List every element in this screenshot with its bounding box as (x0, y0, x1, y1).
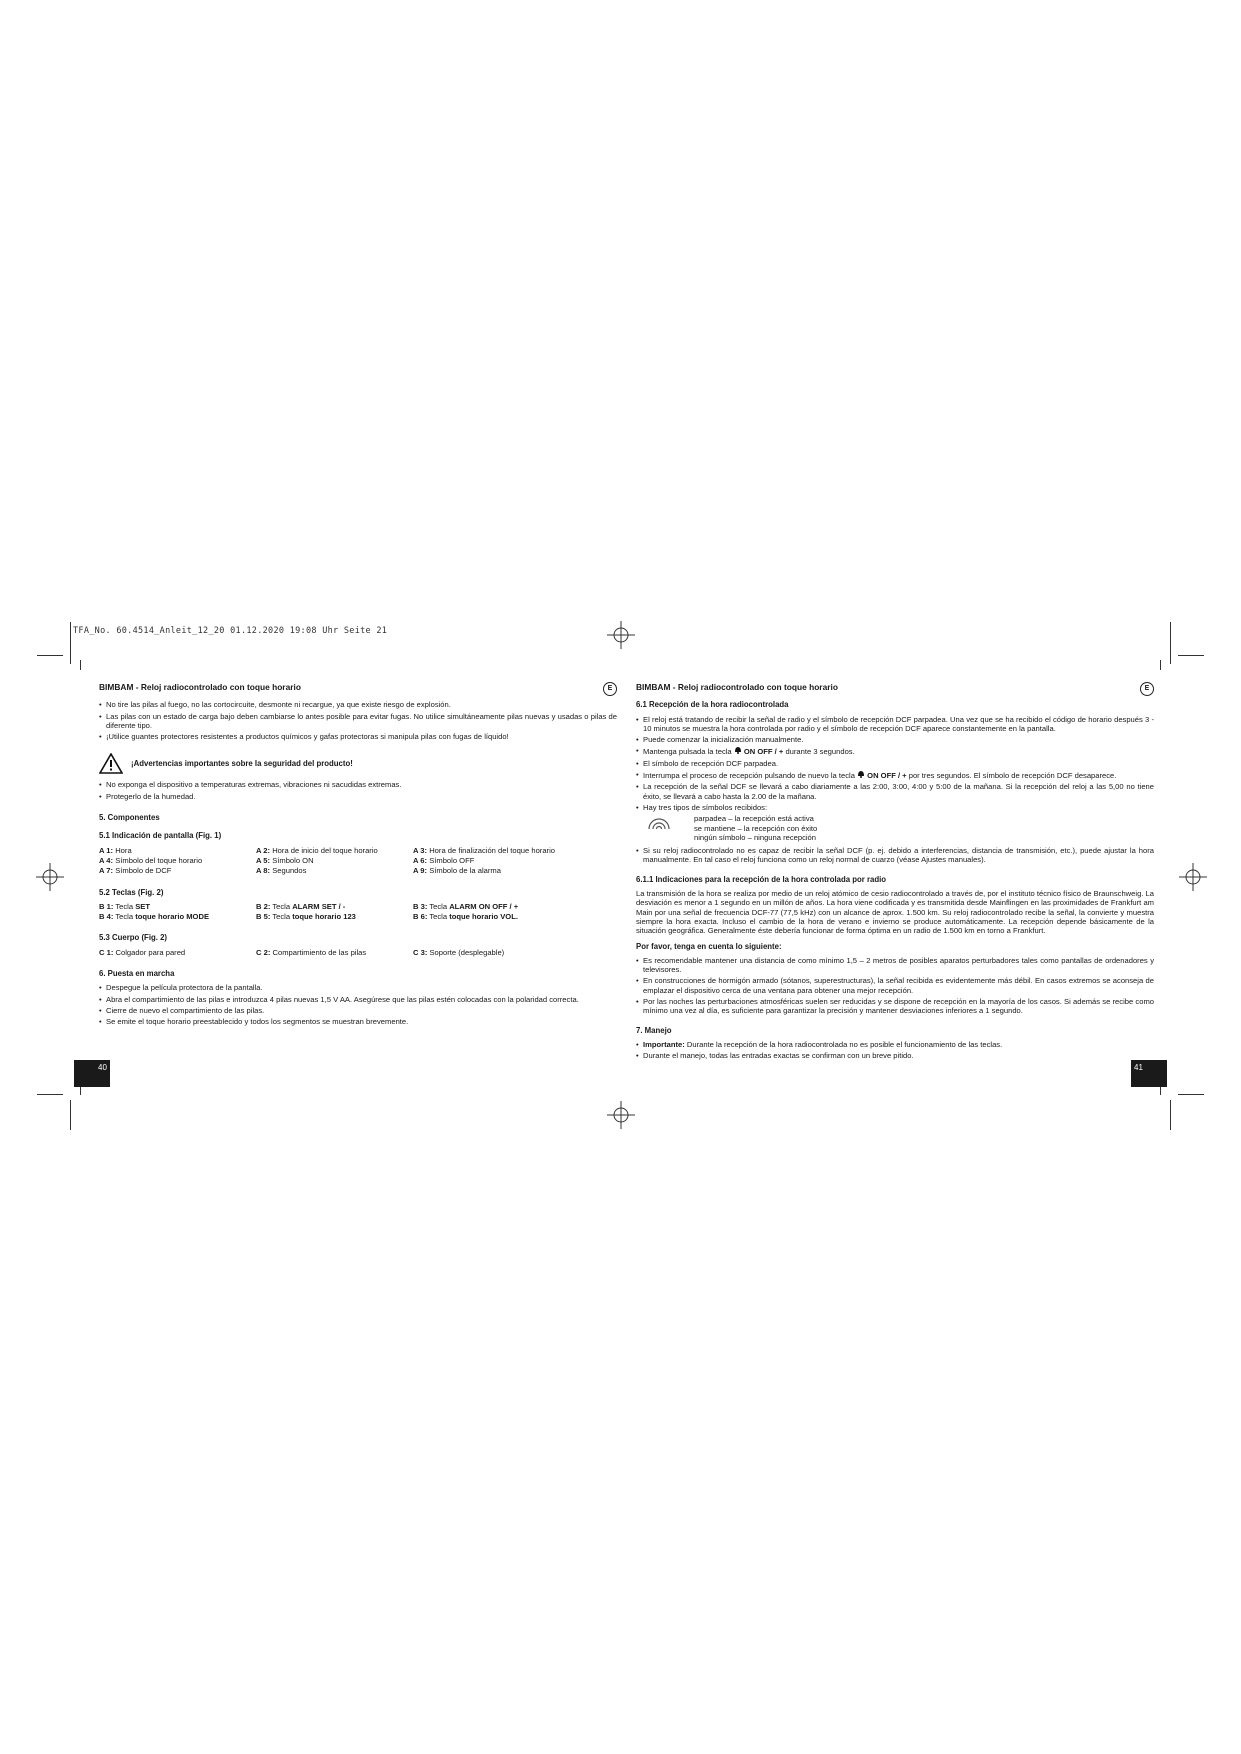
key-item: B 6: Tecla toque horario VOL. (413, 912, 518, 922)
list-item: • Importante: Durante la recepción de la hora radiocontrolada no es posible el funcionamiento de las teclas. (636, 1039, 1003, 1049)
page-header (636, 683, 1154, 692)
section-title: 5.1 Indicación de pantalla (Fig. 1) (99, 831, 222, 841)
symbol-state: se mantiene – la recepción con éxito (694, 823, 818, 833)
list-item: • Cierre de nuevo el compartimiento de las pilas. (99, 1005, 265, 1015)
display-item: A 8: Segundos (256, 866, 307, 876)
page-number-badge (74, 1060, 110, 1087)
list-item: • El reloj está tratando de recibir la señal de radio y el símbolo de recepción DCF parpadea. Una vez que se ha recibido el código de horario después 3 - 10 minutos se muestra la hora controlada por radio y el símbolo de recepción DCF aparece constantemente en la pantalla. (636, 714, 1154, 733)
key-item: B 5: Tecla toque horario 123 (256, 912, 356, 922)
crop-mark (1160, 660, 1161, 670)
paragraph: La transmisión de la hora se realiza por medio de un reloj atómico de cesio radiocontrolado a través de, por el instituto técnico físico de Braunschweig. La desviación es menor a 1 segundo en un millón de años. La hora viene codificada y es transmitida desde Mainflingen en las proximidades de Frankfurt am Main por una señal de frecuencia DCF-77 (77,5 kHz) con un alcance de aprox. 1.500 km. Su reloj radiocontrolado recibe la señal, la convierte y muestra siempre la hora exacta. Incluso el cambio de la hora de verano e invierno se produce automáticamente. La recepción depende básicamente de la situación geográfica. Generalmente éste debería funcionar de forma óptima en un radio de 1.500 km en torno a Frankfurt. (636, 889, 1154, 936)
display-item: A 9: Símbolo de la alarma (413, 866, 501, 876)
language-mark: E (603, 682, 617, 696)
list-item: • Protegerlo de la humedad. (99, 791, 196, 801)
key-item: B 4: Tecla toque horario MODE (99, 912, 210, 922)
list-item: • Se emite el toque horario preestablecido y todos los segmentos se muestran brevemente. (99, 1017, 409, 1027)
registration-mark-icon (1179, 863, 1207, 891)
list-item: • Durante el manejo, todas las entradas exactas se confirman con un breve pitido. (636, 1051, 914, 1061)
key-item: B 3: Tecla ALARM ON OFF / + (413, 901, 519, 911)
list-item: • Despegue la película protectora de la pantalla. (99, 983, 263, 993)
list-item: • Es recomendable mantener una distancia de como mínimo 1,5 – 2 metros de posibles aparatos perturbadores tales como pantallas de ordenadores y televisores. (636, 955, 1154, 975)
display-item: A 6: Símbolo OFF (413, 855, 475, 865)
registration-mark-icon (607, 621, 635, 649)
header-title: BIMBAM - Reloj radiocontrolado con toque horario (636, 682, 838, 692)
warning-icon (99, 753, 123, 774)
list-item: • ¡Utilice guantes protectores resistentes a productos químicos y gafas protectoras si manipula pilas con fugas de líquido! (99, 732, 509, 742)
registration-mark-icon (607, 1101, 635, 1129)
page-left (99, 683, 617, 1029)
warning-title: ¡Advertencias importantes sobre la seguridad del producto! (131, 759, 353, 769)
list-item: • Las pilas con un estado de carga bajo deben cambiarse lo antes posible para evitar fugas. No utilice simultáneamente pilas nuevas y usadas o pilas de diferente tipo. (99, 711, 617, 730)
key-item: B 1: Tecla SET (99, 901, 150, 911)
language-mark: E (1140, 682, 1154, 696)
dcf-signal-icon (646, 818, 672, 830)
body-item: C 3: Soporte (desplegable) (413, 947, 505, 957)
keys-table (99, 902, 617, 922)
crop-mark (1170, 622, 1171, 664)
print-slug: TFA_No. 60.4514_Anleit_12_20 01.12.2020 19:08 Uhr Seite 21 (73, 626, 388, 636)
section-title: 7. Manejo (636, 1025, 672, 1035)
crop-mark (70, 1100, 71, 1130)
symbol-state: ningún símbolo – ninguna recepción (694, 832, 817, 842)
key-item: B 2: Tecla ALARM SET / - (256, 901, 346, 911)
body-item: C 1: Colgador para pared (99, 947, 186, 957)
display-item: A 5: Símbolo ON (256, 855, 314, 865)
body-items-table (99, 948, 617, 957)
display-item: A 1: Hora (99, 845, 132, 855)
crop-mark (1170, 1100, 1171, 1130)
crop-mark (70, 622, 71, 664)
display-item: A 3: Hora de finalización del toque horario (413, 845, 556, 855)
list-item: • Puede comenzar la inicialización manualmente. (636, 735, 804, 745)
list-item: • No exponga el dispositivo a temperaturas extremas, vibraciones ni sacudidas extremas. (99, 780, 402, 790)
list-item: • En construcciones de hormigón armado (sótanos, superestructuras), la señal recibida es evidentemente más débil. En casos extremos se aconseja de emplazar el dispositivo cerca de una ventana para obtener una mejor recepción. (636, 976, 1154, 995)
list-item: • Interrumpa el proceso de recepción pulsando de nuevo la tecla ON OFF / + por tres segundos. El símbolo de recepción DCF desaparece. (636, 770, 1117, 781)
crop-mark (1178, 1094, 1204, 1095)
list-item: • El símbolo de recepción DCF parpadea. (636, 758, 779, 768)
crop-mark (37, 1094, 63, 1095)
page-header (99, 683, 617, 692)
body-item: C 2: Compartimiento de las pilas (256, 947, 367, 957)
page-number: 41 (1134, 1063, 1143, 1072)
list-item: • Mantenga pulsada la tecla ON OFF / + durante 3 segundos. (636, 746, 855, 757)
list-item: • Si su reloj radiocontrolado no es capaz de recibir la señal DCF (p. ej. debido a interferencias, distancia de transmisión, etc.), puede ajustar la hora manualmente. En tal caso el reloj funciona como un reloj normal de cuarzo (véase Ajustes manuales). (636, 846, 1154, 865)
section-title: 6. Puesta en marcha (99, 969, 175, 979)
crop-mark (37, 655, 63, 656)
display-items-table (99, 846, 617, 876)
registration-mark-icon (36, 863, 64, 891)
list-item: • No tire las pilas al fuego, no las cortocircuite, desmonte ni recargue, ya que existe riesgo de explosión. (99, 700, 451, 710)
page-number-badge (1131, 1060, 1167, 1087)
section-title: Por favor, tenga en cuenta lo siguiente: (636, 941, 782, 951)
display-item: A 2: Hora de inicio del toque horario (256, 845, 378, 855)
crop-mark (80, 660, 81, 670)
list-item: • Abra el compartimiento de las pilas e introduzca 4 pilas nuevas 1,5 V AA. Asegúrese que las pilas estén colocadas con la polaridad correcta. (99, 994, 579, 1004)
page-right (636, 683, 1154, 1063)
section-title: 5.3 Cuerpo (Fig. 2) (99, 933, 168, 943)
section-title: 6.1.1 Indicaciones para la recepción de la hora controlada por radio (636, 874, 887, 884)
section-title: 5. Componentes (99, 813, 160, 823)
display-item: A 4: Símbolo del toque horario (99, 855, 203, 865)
section-title: 5.2 Teclas (Fig. 2) (99, 887, 164, 897)
crop-mark (1178, 655, 1204, 656)
list-item: • Por las noches las perturbaciones atmosféricas suelen ser reducidas y se dispone de recepción en la mayoría de los casos. Si además se recibe como mínimo una vez al día, es suficiente para garantizar la precisión y mantener desviaciones inferiores a 1 segundo. (636, 997, 1154, 1016)
reception-symbols (636, 814, 1154, 842)
list-item: • Hay tres tipos de símbolos recibidos: (636, 802, 768, 812)
list-item: • La recepción de la señal DCF se llevará a cabo diariamente a las 2:00, 3:00, 4:00 y 5:00 de la mañana. Si la recepción del reloj a las 5,00 no tiene éxito, se llevará a cabo hasta la 2.00 de la mañana. (636, 782, 1154, 801)
section-title: 6.1 Recepción de la hora radiocontrolada (636, 700, 789, 710)
symbol-state: parpadea – la recepción está activa (694, 814, 814, 824)
safety-warning (99, 753, 617, 774)
display-item: A 7: Símbolo de DCF (99, 866, 172, 876)
bell-icon (857, 770, 865, 778)
header-title: BIMBAM - Reloj radiocontrolado con toque horario (99, 682, 301, 692)
page-number: 40 (98, 1063, 107, 1072)
bell-icon (734, 746, 742, 754)
